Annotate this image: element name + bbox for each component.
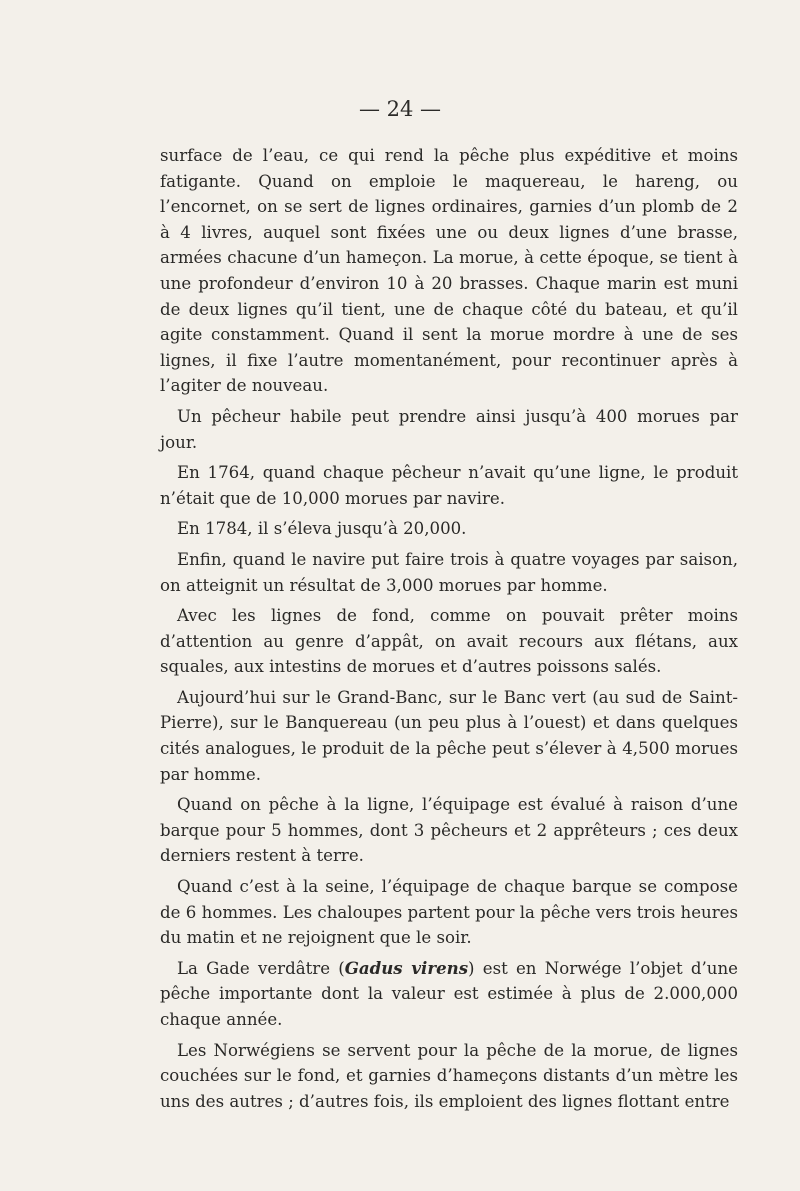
- gade-text-after: ) est en Norwége l’objet d’une pêche importante dont la valeur est estimée à plus de 2.000,000 chaque année.: [160, 958, 738, 1029]
- body-text: [160, 143, 738, 1114]
- page-number: — 24 —: [358, 97, 442, 121]
- gade-text-before: La Gade verdâtre (: [177, 958, 345, 978]
- paragraph-norwegiens: Les Norwégiens se servent pour la pêche de la morue, de lignes couchées sur le fond, et garnies d’hameçons distants d’un mètre les uns des autres ; d’autres fois, ils emploient des lignes flottant entre: [160, 1040, 738, 1111]
- paragraph-1764: En 1764, quand chaque pêcheur n’avait qu’une ligne, le produit n’était que de 10,000 morues par navire.: [160, 463, 738, 508]
- paragraph-equipage-seine: Quand c’est à la seine, l’équipage de chaque barque se compose de 6 hommes. Les chaloupes partent pour la pêche vers trois heures du matin et ne rejoignent que le soir.: [160, 877, 738, 948]
- paragraph-pecheur-habile: Un pêcheur habile peut prendre ainsi jusqu’à 400 morues par jour.: [160, 406, 738, 452]
- paragraph-continuation: surface de l’eau, ce qui rend la pêche plus expéditive et moins fatigante. Quand on emploie le maquereau, le hareng, ou l’encornet, on se sert de lignes ordinaires, garnies d’un plomb de 2 à 4 livres, auquel sont fixées une ou deux lignes d’une brasse, armées chacune d’un hameçon. La morue, à cette époque, se tient à une profondeur d’environ 10 à 20 brasses. Chaque marin est muni de deux lignes qu’il tient, une de chaque côté du bateau, et qu’il agite constamment. Quand il sent la morue mordre à une de ses lignes, il fixe l’autre momentanément, pour recontinuer après à l’agiter de nouveau.: [160, 146, 738, 396]
- paragraph-1784: En 1784, il s’éleva jusqu’à 20,000.: [177, 519, 467, 539]
- paragraph-gade-verdatre: [160, 956, 738, 1033]
- paragraph-voyages: Enfin, quand le navire put faire trois à quatre voyages par saison, on atteignit un résultat de 3,000 morues par homme.: [160, 549, 738, 595]
- paragraph-grand-banc: Aujourd’hui sur le Grand-Banc, sur le Banc vert (au sud de Saint-Pierre), sur le Banquereau (un peu plus à l’ouest) et dans quelques cités analogues, le produit de la pêche peut s’élever à 4,500 morues par homme.: [160, 687, 738, 784]
- paragraph-lignes-de-fond: Avec les lignes de fond, comme on pouvait prêter moins d’attention au genre d’appât, on avait recours aux flétans, aux squales, aux intestins de morues et d’autres poissons salés.: [160, 606, 738, 677]
- latin-species-name: Gadus virens: [344, 957, 469, 978]
- paragraph-equipage-ligne: Quand on pêche à la ligne, l’équipage est évalué à raison d’une barque pour 5 hommes, dont 3 pêcheurs et 2 apprêteurs ; ces deux derniers restent à terre.: [160, 795, 738, 866]
